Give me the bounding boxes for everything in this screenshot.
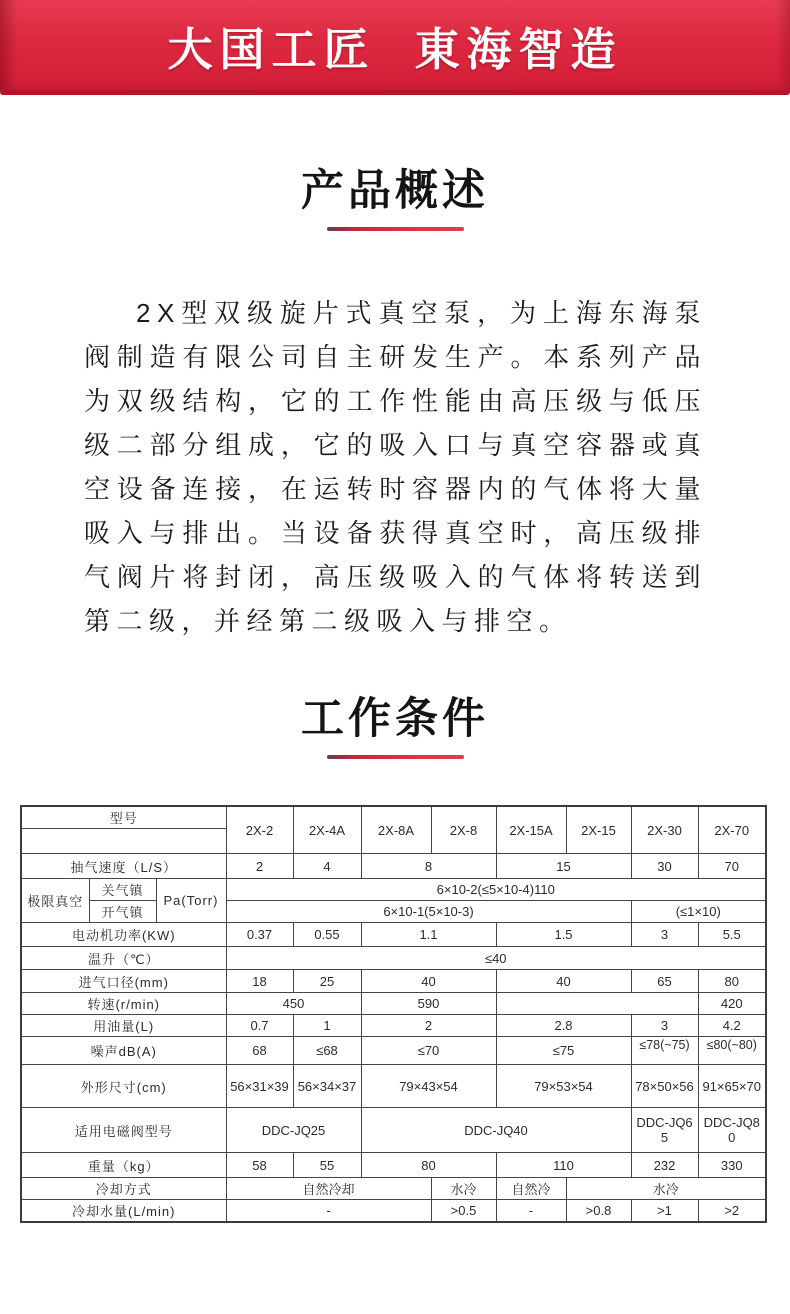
cell-pumping-speed: 30 — [631, 854, 698, 879]
row-label-temp-rise: 温升（℃） — [21, 947, 226, 970]
cell-oil-capacity: 2 — [361, 1015, 496, 1037]
cell-pumping-speed: 2 — [226, 854, 293, 879]
conditions-section-title: 工作条件 — [301, 695, 489, 743]
cell-vacuum-open-last: (≤1×10) — [631, 901, 766, 923]
cell-noise — [698, 1037, 766, 1065]
header-model-2x-15a: 2X-15A — [496, 806, 566, 854]
spec-table — [20, 805, 767, 1223]
cell-cooling-method: 自然冷 — [496, 1178, 566, 1200]
cell-motor-power: 0.55 — [293, 923, 361, 947]
overview-section-header — [0, 165, 790, 231]
header-model-2x-70: 2X-70 — [698, 806, 766, 854]
cell-noise: 68 — [226, 1037, 293, 1065]
cell-noise: ≤75 — [496, 1037, 631, 1065]
header-model-2x-2: 2X-2 — [226, 806, 293, 854]
row-label-cooling-water: 冷却水量(L/min) — [21, 1200, 226, 1223]
brand-banner — [0, 0, 790, 95]
cell-cooling-water: >1 — [631, 1200, 698, 1223]
cell-dimensions: 56×34×37 — [293, 1065, 361, 1108]
cell-noise — [631, 1037, 698, 1065]
cell-oil-capacity: 4.2 — [698, 1015, 766, 1037]
cell-weight: 55 — [293, 1153, 361, 1178]
cell-oil-capacity: 3 — [631, 1015, 698, 1037]
cell-pumping-speed: 4 — [293, 854, 361, 879]
cell-pumping-speed: 15 — [496, 854, 631, 879]
header-model-2x-4a: 2X-4A — [293, 806, 361, 854]
header-model-2x-8a: 2X-8A — [361, 806, 431, 854]
cell-weight: 232 — [631, 1153, 698, 1178]
brand-banner-title: 大国工匠 東海智造 — [167, 23, 623, 75]
cell-noise-clipped-text: ≤78(~75) — [639, 1038, 690, 1052]
header-model-label: 型号 — [21, 806, 226, 829]
cell-cooling-water: - — [496, 1200, 566, 1223]
row-label-vacuum-unit: Pa(Torr) — [156, 879, 226, 923]
cell-motor-power: 1.5 — [496, 923, 631, 947]
cell-dimensions: 79×53×54 — [496, 1065, 631, 1108]
cell-motor-power: 1.1 — [361, 923, 496, 947]
cell-oil-capacity: 1 — [293, 1015, 361, 1037]
cell-cooling-method: 自然冷却 — [226, 1178, 431, 1200]
row-label-noise: 噪声dB(A) — [21, 1037, 226, 1065]
overview-title-underline — [327, 227, 464, 231]
cell-cooling-water: >0.5 — [431, 1200, 496, 1223]
cell-inlet-diameter: 40 — [361, 970, 496, 993]
cell-weight: 80 — [361, 1153, 496, 1178]
cell-weight: 110 — [496, 1153, 631, 1178]
cell-solenoid-valve: DDC-JQ40 — [361, 1108, 631, 1153]
row-label-ballast-closed: 关气镇 — [89, 879, 156, 901]
cell-oil-capacity: 0.7 — [226, 1015, 293, 1037]
cell-dimensions: 79×43×54 — [361, 1065, 496, 1108]
cell-inlet-diameter: 18 — [226, 970, 293, 993]
cell-dimensions: 56×31×39 — [226, 1065, 293, 1108]
cell-pumping-speed: 70 — [698, 854, 766, 879]
cell-inlet-diameter: 25 — [293, 970, 361, 993]
cell-rotation-speed — [496, 993, 698, 1015]
cell-temp-rise: ≤40 — [226, 947, 766, 970]
cell-inlet-diameter: 80 — [698, 970, 766, 993]
header-model-2x-8: 2X-8 — [431, 806, 496, 854]
cell-inlet-diameter: 65 — [631, 970, 698, 993]
cell-vacuum-closed: 6×10-2(≤5×10-4)110 — [226, 879, 766, 901]
cell-solenoid-valve: DDC-JQ80 — [698, 1108, 766, 1153]
cell-dimensions: 78×50×56 — [631, 1065, 698, 1108]
cell-weight: 330 — [698, 1153, 766, 1178]
cell-noise-clipped-text: ≤80(~80) — [706, 1038, 757, 1052]
cell-vacuum-open-main: 6×10-1(5×10-3) — [226, 901, 631, 923]
header-model-2x-30: 2X-30 — [631, 806, 698, 854]
cell-motor-power: 5.5 — [698, 923, 766, 947]
row-label-inlet-diameter: 进气口径(mm) — [21, 970, 226, 993]
row-label-dimensions: 外形尺寸(cm) — [21, 1065, 226, 1108]
cell-pumping-speed: 8 — [361, 854, 496, 879]
cell-noise: ≤68 — [293, 1037, 361, 1065]
row-label-weight: 重量（kg） — [21, 1153, 226, 1178]
cell-rotation-speed: 590 — [361, 993, 496, 1015]
cell-weight: 58 — [226, 1153, 293, 1178]
cell-solenoid-valve: DDC-JQ25 — [226, 1108, 361, 1153]
cell-cooling-water: >2 — [698, 1200, 766, 1223]
row-label-rotation-speed: 转速(r/min) — [21, 993, 226, 1015]
cell-rotation-speed: 420 — [698, 993, 766, 1015]
cell-cooling-water: >0.8 — [566, 1200, 631, 1223]
row-label-pumping-speed: 抽气速度（L/S） — [21, 854, 226, 879]
cell-motor-power: 3 — [631, 923, 698, 947]
conditions-title-underline — [327, 755, 464, 759]
cell-cooling-method: 水冷 — [566, 1178, 766, 1200]
conditions-section-header — [0, 693, 790, 759]
row-label-solenoid-valve: 适用电磁阀型号 — [21, 1108, 226, 1153]
row-label-oil-capacity: 用油量(L) — [21, 1015, 226, 1037]
cell-motor-power: 0.37 — [226, 923, 293, 947]
cell-dimensions: 91×65×70 — [698, 1065, 766, 1108]
row-label-ballast-open: 开气镇 — [89, 901, 156, 923]
spec-table-wrap — [20, 805, 770, 1223]
cell-noise: ≤70 — [361, 1037, 496, 1065]
cell-oil-capacity: 2.8 — [496, 1015, 631, 1037]
row-label-cooling-method: 冷却方式 — [21, 1178, 226, 1200]
row-label-ultimate-vacuum: 极限真空 — [21, 879, 89, 923]
overview-paragraph: 2X型双级旋片式真空泵，为上海东海泵阀制造有限公司自主研发生产。本系列产品为双级结构，它的工作性能由高压级与低压级二部分组成，它的吸入口与真空容器或真空设备连接，在运转时容器内的气体将大量吸入与排出。当设备获得真空时，高压级排气阀片将封闭，高压级吸入的气体将转送到第二级，并经第二级吸入与排空。 — [84, 298, 707, 636]
cell-rotation-speed: 450 — [226, 993, 361, 1015]
header-model-sub-cell — [21, 829, 226, 854]
overview-section-title: 产品概述 — [301, 167, 489, 215]
cell-cooling-method: 水冷 — [431, 1178, 496, 1200]
row-label-motor-power: 电动机功率(KW) — [21, 923, 226, 947]
header-model-2x-15: 2X-15 — [566, 806, 631, 854]
cell-inlet-diameter: 40 — [496, 970, 631, 993]
cell-cooling-water: - — [226, 1200, 431, 1223]
cell-solenoid-valve: DDC-JQ65 — [631, 1108, 698, 1153]
